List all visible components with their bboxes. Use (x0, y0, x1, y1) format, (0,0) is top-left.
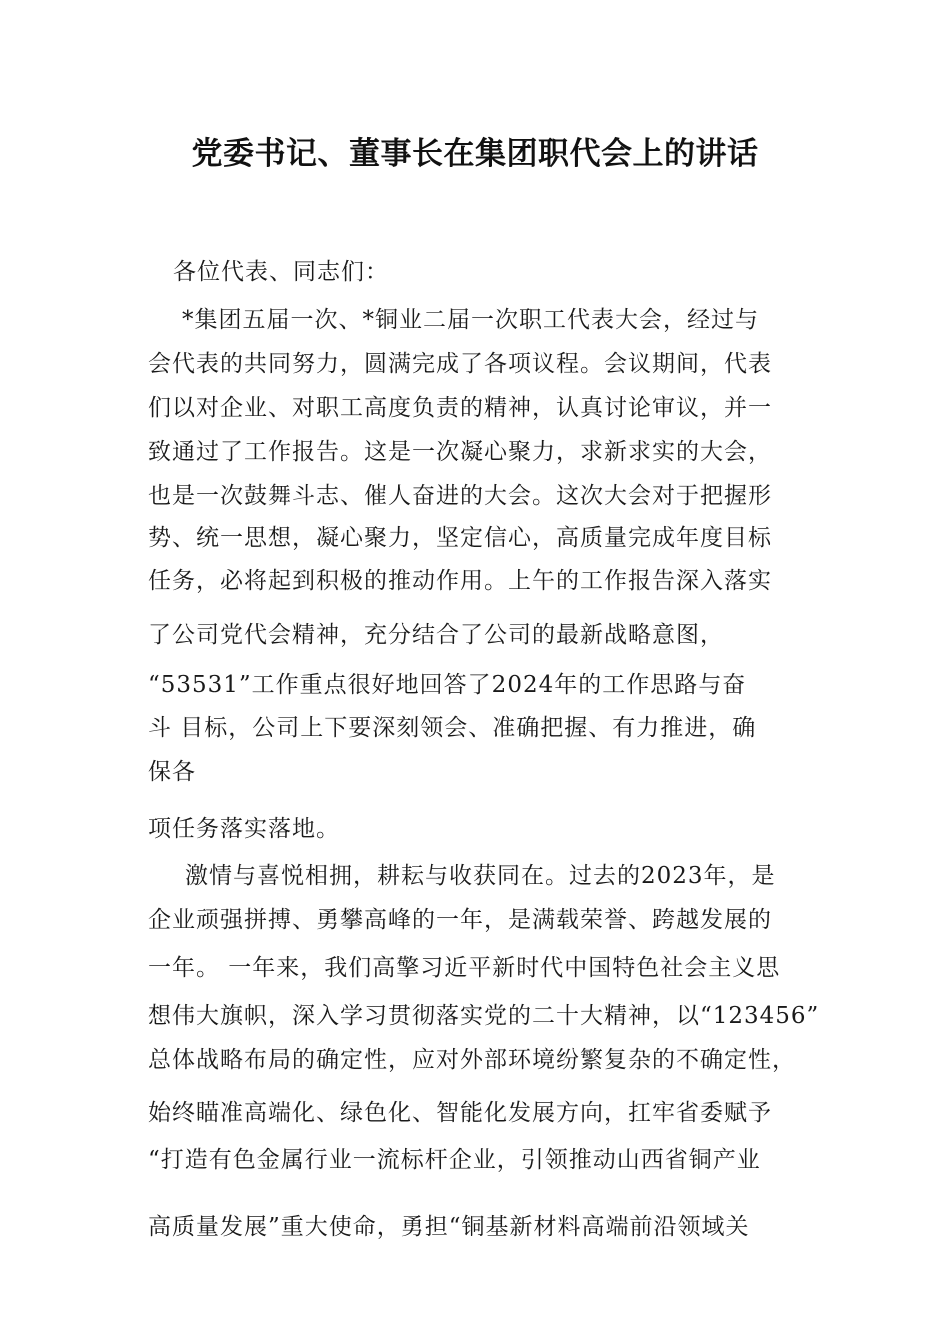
text-line: 激情与喜悦相拥，耕耘与收获同在。过去的2023年，是 (185, 863, 776, 889)
text-line: 始终瞄准高端化、绿色化、智能化发展方向，扛牢省委赋予 (148, 1100, 772, 1126)
text-line: 项任务落实落地。 (148, 816, 340, 842)
text-line: 想伟大旗帜，深入学习贯彻落实党的二十大精神，以“123456” (148, 1003, 820, 1029)
text-line: 一年。 一年来，我们高擎习近平新时代中国特色社会主义思 (148, 955, 781, 981)
text-line: *集团五届一次、*铜业二届一次职工代表大会，经过与 (182, 307, 759, 333)
text-line: “打造有色金属行业一流标杆企业，引领推动山西省铜产业 (148, 1147, 761, 1173)
text-line: 企业顽强拼搏、勇攀高峰的一年，是满载荣誉、跨越发展的 (148, 907, 772, 933)
text-line: 势、统一思想，凝心聚力，坚定信心，高质量完成年度目标 (148, 525, 772, 551)
text-line: 高质量发展”重大使命，勇担“铜基新材料高端前沿领域关 (148, 1214, 750, 1240)
text-line: 致通过了工作报告。这是一次凝心聚力，求新求实的大会， (148, 439, 772, 465)
text-line: 也是一次鼓舞斗志、催人奋进的大会。这次大会对于把握形 (148, 483, 772, 509)
document-title: 党委书记、董事长在集团职代会上的讲话 (191, 136, 759, 172)
text-line: 总体战略布局的确定性，应对外部环境纷繁复杂的不确定性， (148, 1047, 796, 1073)
text-line: “53531”工作重点很好地回答了2024年的工作思路与奋 (148, 672, 747, 698)
text-line: 会代表的共同努力，圆满完成了各项议程。会议期间，代表 (148, 351, 772, 377)
text-line: 任务，必将起到积极的推动作用。上午的工作报告深入落实 (148, 568, 772, 594)
text-line: 了公司党代会精神，充分结合了公司的最新战略意图， (148, 622, 724, 648)
text-line: 们以对企业、对职工高度负责的精神，认真讨论审议，并一 (148, 395, 772, 421)
text-line: 各位代表、同志们： (173, 259, 389, 285)
text-line: 斗 目标，公司上下要深刻领会、准确把握、有力推进，确 (148, 715, 757, 741)
text-line: 保各 (148, 759, 196, 785)
